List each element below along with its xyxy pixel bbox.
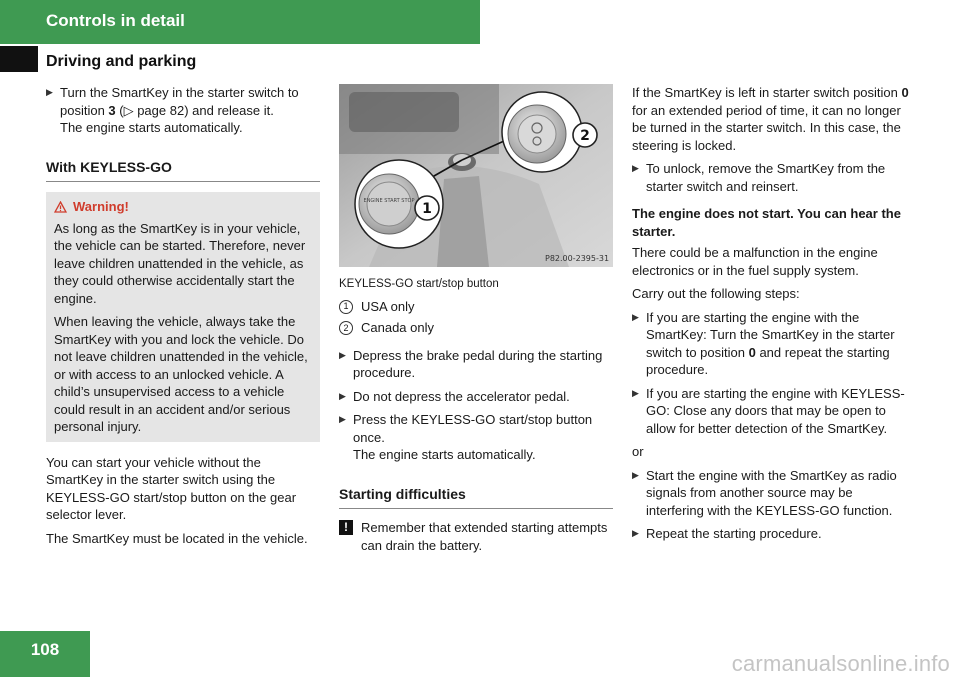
step-result: The engine starts automatically.	[60, 120, 243, 135]
keyless-go-figure	[339, 84, 613, 267]
arrow-bullet-icon: ▶	[632, 311, 639, 322]
figure-code: P82.00-2395-31	[545, 254, 610, 263]
bold-heading: The engine does not start. You can hear the starter.	[632, 206, 901, 239]
section-title: Driving and parking	[46, 53, 197, 70]
warning-box	[46, 192, 320, 442]
subsection-heading: With KEYLESS-GO	[46, 159, 320, 183]
warning-triangle-icon	[54, 201, 67, 213]
warning-text: When leaving the vehicle, always take the SmartKey with you and lock the vehicle. Do not leave children unattended in the vehicle, or with access to an unlocked vehicle. A child’s unsupervised access to a vehicle could result in an accident and/or serious personal injury.	[54, 314, 308, 434]
section-marker	[0, 46, 38, 72]
chapter-title: Controls in detail	[46, 11, 185, 30]
legend-number: 2	[339, 321, 353, 335]
body-paragraph: The SmartKey must be located in the vehicle.	[46, 530, 308, 546]
note	[339, 519, 613, 554]
callout-2: 2	[580, 128, 590, 144]
warning-text: As long as the SmartKey is in your vehicle, the vehicle can be started. Therefore, never leave children unattended in the vehicle, as they could otherwise accidentally start the engine.	[54, 220, 306, 306]
figure-caption: KEYLESS-GO start/stop button	[339, 278, 499, 290]
legend-item	[339, 298, 613, 316]
column-middle	[339, 276, 613, 554]
body-paragraph: There could be a malfunction in the engine electronics or in the fuel supply system.	[632, 245, 878, 278]
or-text: or	[632, 444, 644, 459]
callout-1: 1	[422, 201, 432, 217]
column-right	[632, 84, 914, 549]
instruction-step: ▶ Start the engine with the SmartKey as radio signals from another source may be interfering with the KEYLESS-GO function.	[632, 467, 897, 518]
body-paragraph: Carry out the following steps:	[632, 286, 800, 301]
page-number: 108	[30, 640, 60, 659]
instruction-step: ▶ If you are starting the engine with the SmartKey: Turn the SmartKey in the starter switch to position 0 and repeat the starting procedure.	[632, 309, 895, 377]
note-text: Remember that extended starting attempts can drain the battery.	[361, 520, 608, 553]
arrow-bullet-icon: ▶	[339, 414, 346, 424]
instruction-step: ▶ Depress the brake pedal during the starting procedure.	[339, 347, 603, 380]
instruction-step: ▶ Press the KEYLESS-GO start/stop button once. The engine starts automatically.	[339, 412, 593, 462]
arrow-bullet-icon: ▶	[339, 390, 346, 401]
subsection-heading: Starting difficulties	[339, 486, 613, 510]
warning-title: Warning!	[73, 199, 129, 214]
column-left	[46, 84, 320, 553]
instruction-step: ▶ If you are starting the engine with KEYLESS-GO: Close any doors that may be open to allow for better detection of the SmartKey.	[632, 385, 905, 436]
arrow-bullet-icon: ▶	[632, 469, 639, 480]
watermark: carmanualsonline.info	[731, 651, 950, 676]
arrow-bullet-icon: ▶	[632, 163, 639, 173]
legend-item	[339, 319, 613, 337]
step-result: The engine starts automatically.	[353, 447, 536, 462]
instruction-step: ▶ Turn the SmartKey in the starter switch to position 3 (▷ page 82) and release it. The engine starts automatically.	[46, 85, 299, 135]
instruction-step: ▶ Repeat the starting procedure.	[632, 526, 822, 541]
legend-label: Canada only	[361, 320, 434, 335]
arrow-bullet-icon: ▶	[632, 528, 639, 538]
button-legend: ENGINE START STOP	[363, 198, 415, 204]
body-paragraph: You can start your vehicle without the SmartKey in the starter switch using the KEYLESS-GO start/stop button on the gear selector lever.	[46, 454, 297, 522]
arrow-bullet-icon: ▶	[339, 349, 346, 360]
instruction-step: ▶ To unlock, remove the SmartKey from the starter switch and reinsert.	[632, 161, 886, 194]
body-paragraph: If the SmartKey is left in starter switch position 0 for an extended period of time, it can no longer be turned in the starter switch. In this case, the steering is locked.	[632, 85, 909, 153]
arrow-bullet-icon: ▶	[46, 87, 53, 97]
instruction-step: ▶ Do not depress the accelerator pedal.	[339, 388, 570, 404]
arrow-bullet-icon: ▶	[632, 387, 639, 398]
legend-label: USA only	[361, 298, 415, 314]
legend-number: 1	[339, 300, 353, 314]
exclamation-icon: !	[339, 520, 353, 535]
